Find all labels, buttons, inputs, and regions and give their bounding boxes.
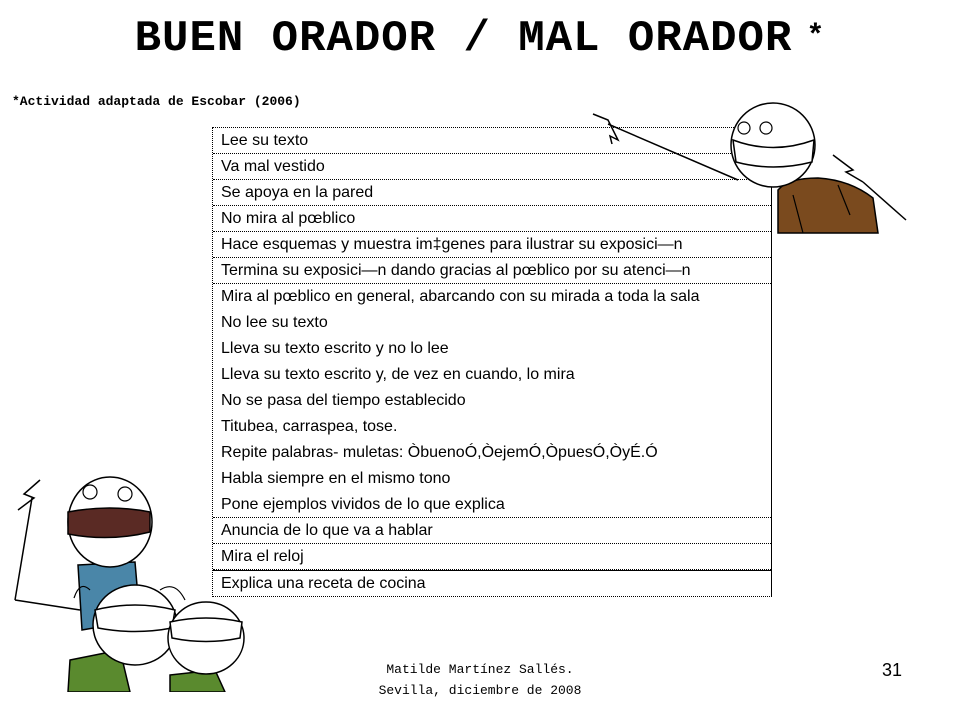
cartoon-figure-top-right <box>588 100 908 235</box>
table-row: No lee su texto <box>221 314 328 331</box>
footer-place-date: Sevilla, diciembre de 2008 <box>378 683 582 698</box>
table-row: Hace esquemas y muestra im‡genes para ilustrar su exposici—n <box>213 232 771 258</box>
table-row: Lee su texto <box>213 128 771 154</box>
table-row: Se apoya en la pared <box>213 180 771 206</box>
title-asterisk: * <box>806 20 826 54</box>
table-row: Repite palabras- muletas: ÒbuenoÓ,ÒejemÓ,ÒpuesÓ,ÒyÉ.Ó <box>221 444 658 461</box>
table-row: Lleva su texto escrito y, de vez en cuando, lo mira <box>221 366 575 383</box>
table-row: Titubea, carraspea, tose. <box>221 418 398 435</box>
table-row: Anuncia de lo que va a hablar <box>213 518 771 544</box>
table-row: Pone ejemplos vividos de lo que explica <box>213 492 771 518</box>
table-row: No mira al pœblico <box>213 206 771 232</box>
table-row: Lleva su texto escrito y no lo lee <box>221 340 449 357</box>
table-row: Habla siempre en el mismo tono <box>221 470 451 487</box>
table-row: No se pasa del tiempo establecido <box>221 392 466 409</box>
credit-note: *Actividad adaptada de Escobar (2006) <box>12 94 301 109</box>
footer-credit <box>300 659 660 701</box>
table-row: Mira el reloj <box>213 544 771 570</box>
footer-author: Matilde Martínez Sallés. <box>386 662 574 677</box>
table-row: Termina su exposici—n dando gracias al pœblico por su atenci—n <box>213 258 771 284</box>
slide-title <box>0 14 960 64</box>
table-row: Va mal vestido <box>213 154 771 180</box>
table-row: Explica una receta de cocina <box>213 570 771 596</box>
cartoon-figures-bottom-left <box>10 470 250 692</box>
page-number: 31 <box>882 660 903 680</box>
table-row: Mira al pœblico en general, abarcando con su mirada a toda la sala <box>221 288 700 305</box>
title-text: BUEN ORADOR / MAL ORADOR <box>134 14 793 64</box>
